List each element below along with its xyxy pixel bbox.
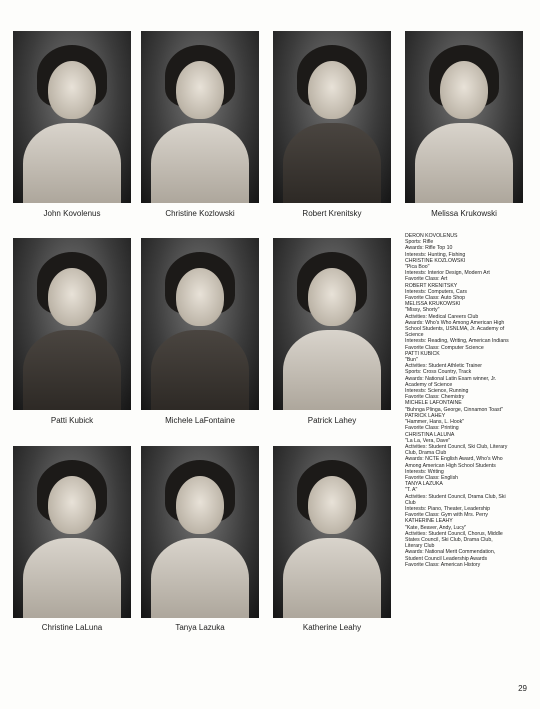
student-photo [13, 446, 131, 618]
bio-line: Interests: Writing [405, 468, 444, 475]
student-photo [405, 31, 523, 203]
student-name: Robert Krenitsky [302, 209, 362, 218]
bio-line: Interests: Reading, Writing, American Indians [405, 338, 509, 345]
student-name: Patti Kubick [50, 416, 94, 425]
bio-line: Among American High School Students [405, 462, 496, 469]
bio-line: Favorite Class: Auto Shop [405, 295, 465, 302]
student-name: Christine LaLuna [41, 623, 103, 632]
senior-bios [405, 233, 530, 568]
bio-line: Favorite Class: Printing [405, 425, 459, 432]
bio-line: Club, Drama Club [405, 450, 447, 457]
student-name: Tanya Lazuka [175, 623, 225, 632]
bio-line: PATTI KUBICK [405, 350, 440, 357]
student-name: John Kovolenus [43, 209, 101, 218]
bio-line: Favorite Class: Computer Science [405, 344, 484, 351]
bio-line: Favorite Class: American History [405, 561, 481, 568]
bio-line: Interests: Computers, Cars [405, 288, 467, 295]
page-number: 29 [518, 684, 527, 693]
student-name: Michele LaFontaine [165, 416, 235, 425]
student-name: Christine Kozlowski [165, 209, 235, 218]
bio-line: CHRISTINA LALUNA [405, 431, 455, 438]
bio-line: "Missy, Shorty" [405, 307, 440, 314]
bio-line: Literary Club [405, 543, 435, 550]
bio-line: Activities: Student Council, Drama Club, Ski [405, 493, 506, 500]
bio-line: Awards: National Latin Exam winner, Jr. [405, 375, 497, 382]
student-name: Melissa Krukowski [431, 209, 497, 218]
bio-line: Interests: Science, Running [405, 388, 469, 395]
bio-line: "Bun" [405, 357, 418, 364]
student-name: Patrick Lahey [307, 416, 357, 425]
bio-line: DERON KOVOLENUS [405, 233, 458, 239]
bio-line: Sports: Cross Country, Track [405, 369, 472, 376]
bio-line: MICHELE LAFONTAINE [405, 400, 462, 407]
bio-line: "T. A" [405, 487, 418, 494]
bio-line: Activities: Student Council, Chorus, Middle [405, 530, 503, 537]
bio-line: Favorite Class: Chemistry [405, 394, 465, 401]
bio-line: Awards: National Merit Commendation, [405, 549, 496, 556]
bio-line: ROBERT KRENITSKY [405, 282, 458, 289]
bio-line: TANYA LAZUKA [405, 481, 443, 488]
bio-line: "Buhnga Plinga, George, Cinnamon Toast" [405, 406, 503, 413]
bio-line: Science [405, 332, 424, 339]
bio-line: Favorite Class: Art [405, 276, 448, 283]
bio-line: MELISSA KRUKOWSKI [405, 301, 461, 308]
bio-line: States Council, Ski Club, Drama Club, [405, 536, 493, 543]
student-photo [273, 446, 391, 618]
bio-line: Awards: Who's Who Among American High [405, 319, 505, 326]
bio-line: "Hammer, Hans, L. Hook" [405, 419, 465, 426]
bio-line: Favorite Class: English [405, 474, 459, 481]
student-photo [141, 238, 259, 410]
student-photo [141, 31, 259, 203]
bio-line: Sports: Rifle [405, 239, 434, 246]
student-photo [141, 446, 259, 618]
bio-line: Student Council Leadership Awards [405, 555, 488, 562]
bio-line: Favorite Class: Gym with Mrs. Perry [405, 512, 489, 519]
bio-line: "Pica Boo" [405, 264, 430, 271]
bio-line: Interests: Piano, Theater, Leadership [405, 505, 490, 512]
student-name: Katherine Leahy [302, 623, 362, 632]
bio-line: Awards: Rifle Top 10 [405, 245, 453, 252]
bio-line: "La La, Vera, Dave" [405, 437, 451, 444]
student-photo [273, 31, 391, 203]
bio-line: Interests: Hunting, Fishing [405, 251, 466, 258]
student-photo [13, 31, 131, 203]
bio-line: Academy of Science [405, 381, 453, 388]
bio-line: PATRICK LAHEY [405, 412, 446, 419]
student-photo [273, 238, 391, 410]
bio-line: "Kate, Beaver, Andy, Lucy" [405, 524, 467, 531]
bio-line: Club [405, 499, 416, 506]
student-photo [13, 238, 131, 410]
bio-line: Activities: Student Council, Ski Club, Literary [405, 443, 508, 450]
bio-line: School Students, USNLMA, Jr. Academy of [405, 326, 505, 333]
bio-line: Interests: Interior Design, Modern Art [405, 270, 490, 277]
bio-line: CHRISTINE KOZLOWSKI [405, 257, 466, 264]
bio-line: Awards: NCTE English Award, Who's Who [405, 456, 503, 463]
bio-line: Activities: Student Athletic Trainer [405, 363, 482, 370]
bio-line: Activities: Medical Careers Club [405, 313, 479, 320]
bio-line: KATHERINE LEAHY [405, 518, 453, 525]
